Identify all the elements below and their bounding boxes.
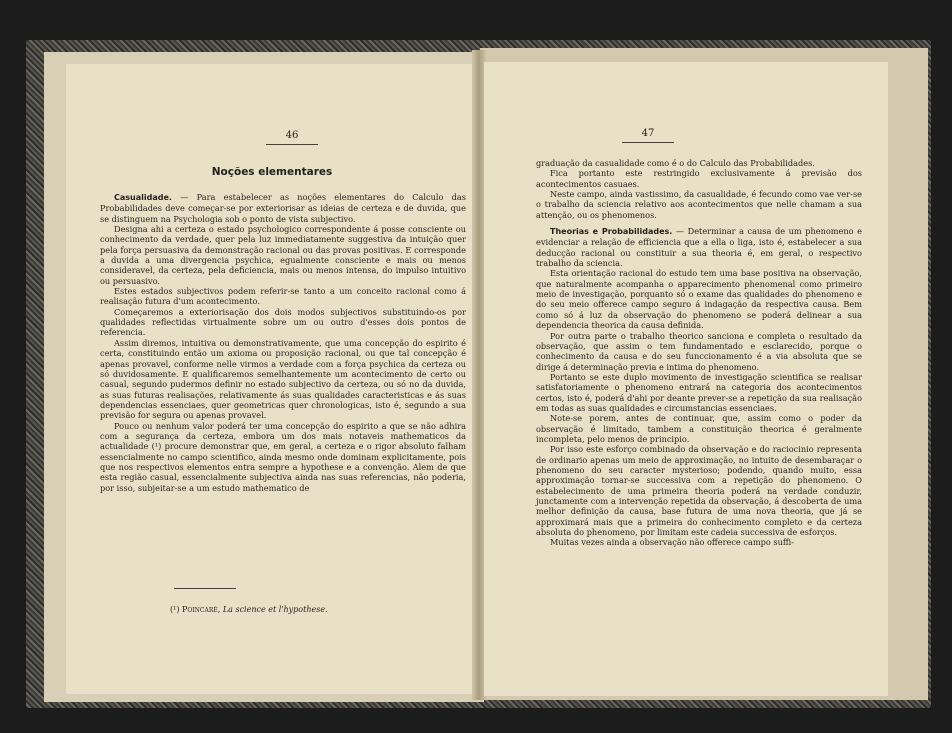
footnote	[170, 605, 328, 614]
paragraph: Neste campo, ainda vastissimo, da casualidade, é fecundo como vae ver-se o trabalho da sciencia relativo aos acontecimentos que nelle chamam a sua attenção, ou os phenomenos.	[536, 189, 862, 220]
paragraph: Fica portanto este restringido exclusivamente á previsão dos acontecimentos casuaes.	[536, 168, 862, 189]
right-page	[484, 62, 888, 696]
paragraph: Theorias e Probabilidades. — Determinar a causa de um phenomeno e evidenciar a relação de efficiencia que a ella o liga, isto é, estabelecer a sua deducção racional ou constituir a sua theoria é, em geral, o respectivo trabalho da sciencia.	[536, 226, 862, 269]
section-heading: Theorias e Probabilidades.	[550, 227, 673, 237]
paragraph: Casualidade. — Para estabelecer as noções elementares do Calculo das Probabilidades deve começar-se por exteriorisar as ideias de certeza e de duvida, que se distinguem na Psychologia sob o ponto de vista subjectivo.	[100, 192, 466, 224]
paragraph: Portanto se este duplo movimento de investigação scientifica se realisar satisfatoriamente o phenomeno entrará na categoria dos acontecimentos certos, isto é, poderá d'ahi por deante prever-se a repetição da sua realisação em todas as suas qualidades e circumstancias essenciaes.	[536, 371, 862, 413]
footnote-mark: (¹)	[170, 605, 180, 614]
paragraph: Começaremos a exteriorisação dos dois modos subjectivos substituindo-os por qualidades reflectidas virtualmente sobre um ou outro d'esses dois pontos de referencia.	[100, 306, 466, 338]
section-heading: Casualidade.	[114, 193, 172, 202]
paragraph: graduação da casualidade como é o do Calculo das Probabilidades.	[536, 158, 815, 168]
header-rule	[622, 142, 674, 143]
paragraph: Designa ahi a certeza o estado psychologico correspondente á posse consciente ou conhecimento da verdade, quer pela luz immediatamente suggestiva da intuição quer pela força persuasiva da demonstração racional ou das provas positivas. E corresponde a duvida a uma divergencia psychica, egualmente consciente e mais ou menos consideravel, da certeza, pela deficiencia, mais ou menos intensa, do impulso intuitivo ou persuasivo.	[100, 224, 466, 286]
paragraph: Note-se porem, antes de continuar, que, assim como o poder da observação é limitado, tambem a constituição theorica é geralmente incompleta, pelo menos de principio.	[536, 413, 862, 444]
chapter-heading: Noções elementares	[211, 166, 333, 178]
paragraph: Por isso este esforço combinado da observação e do raciocinio representa de ordinario apenas um meio de approximação, no intuito de desembaraçar o phenomeno do seu caracter mysterioso; podendo, quando muito, essa approximação tornar-se successiva com a repetição do phenomeno. O estabelecimento de uma primeira theoria poderá na verdade conduzir, junctamente com a intervenção repetida da observação, á descoberta de uma melhor definição da causa, base futura de uma nova theoria, que já se approximará mais que a primeira do conhecimento completo e da certeza absoluta do phenomeno, por limitam este cadeia successiva de esforços.	[536, 444, 862, 538]
page-number: 47	[641, 128, 655, 139]
footnote-title: La science et l'hypothese.	[222, 605, 328, 614]
paragraph: Pouco ou nenhum valor poderá ter uma concepção do espirito a que se não adhira com a segurança da certeza, embora um dos mais notaveis mathematicos da actualidade (¹) procure demonstrar que, em geral, a certeza e o rigor absoluto falham essencialmente no campo scientifico, ainda mesmo onde dominam explicitamente, pois que nos respectivos elementos entra sempre a hypothese e a convenção. Alem de que esta região casual, essencialmente subjectiva ainda nas suas referencias, não poderia, por isso, subjeitar-se a um estudo mathematico de	[100, 420, 466, 493]
paragraph: Esta orientação racional do estudo tem uma base positiva na observação, que naturalmente acompanha o apparecimento phenomenal como primeiro meio de investigação, porquanto só o exame das qualidades do phenomeno e do seu meio offerece campo seguro á indagação da respectiva causa. Bem como só á luz da observação do phenomeno se poderá delinear a sua dependencia theorica da causa definida.	[536, 268, 862, 331]
right-body-text	[536, 158, 862, 548]
paragraph: Por outra parte o trabalho theorico sanciona e completa o resultado da observação, que assim o tem fundamentado e esclarecido, porque o conhecimento da causa e do seu funccionamento é a via absoluta que se dirige á determinação previa e intima do phenomeno.	[536, 330, 862, 372]
page-number: 46	[285, 130, 299, 141]
header-rule	[266, 144, 318, 145]
paragraph: Assim diremos, intuitiva ou demonstrativamente, que uma concepção do espirito é certa, constituindo então um axioma ou proposição racional, ou que tal concepção é apenas provavel, conforme nelle virmos a verdade com a força psychica da certeza ou só duvidosamente. E qualificaremos semelhantemente um acontecimento de certo ou casual, segundo pudermos definir no estado subjectivo da certeza, ou só no da duvida, as suas futuras realisações, relativamente ás suas qualidades caracteristicas e ás suas dependencias essenciaes, quer geometricas quer chronologicas, isto é, segundo a sua previsão for segura ou apenas provavel.	[100, 337, 466, 421]
paragraph: Estes estados subjectivos podem referir-se tanto a um conceito racional como á realisação futura d'um acontecimento.	[100, 286, 466, 307]
footnote-rule	[174, 588, 236, 589]
left-body-text	[100, 192, 466, 493]
footnote-author: Poincaré,	[182, 605, 221, 614]
paragraph: Muitas vezes ainda a observação não offerece campo suffi-	[550, 537, 795, 548]
left-page	[66, 64, 478, 694]
